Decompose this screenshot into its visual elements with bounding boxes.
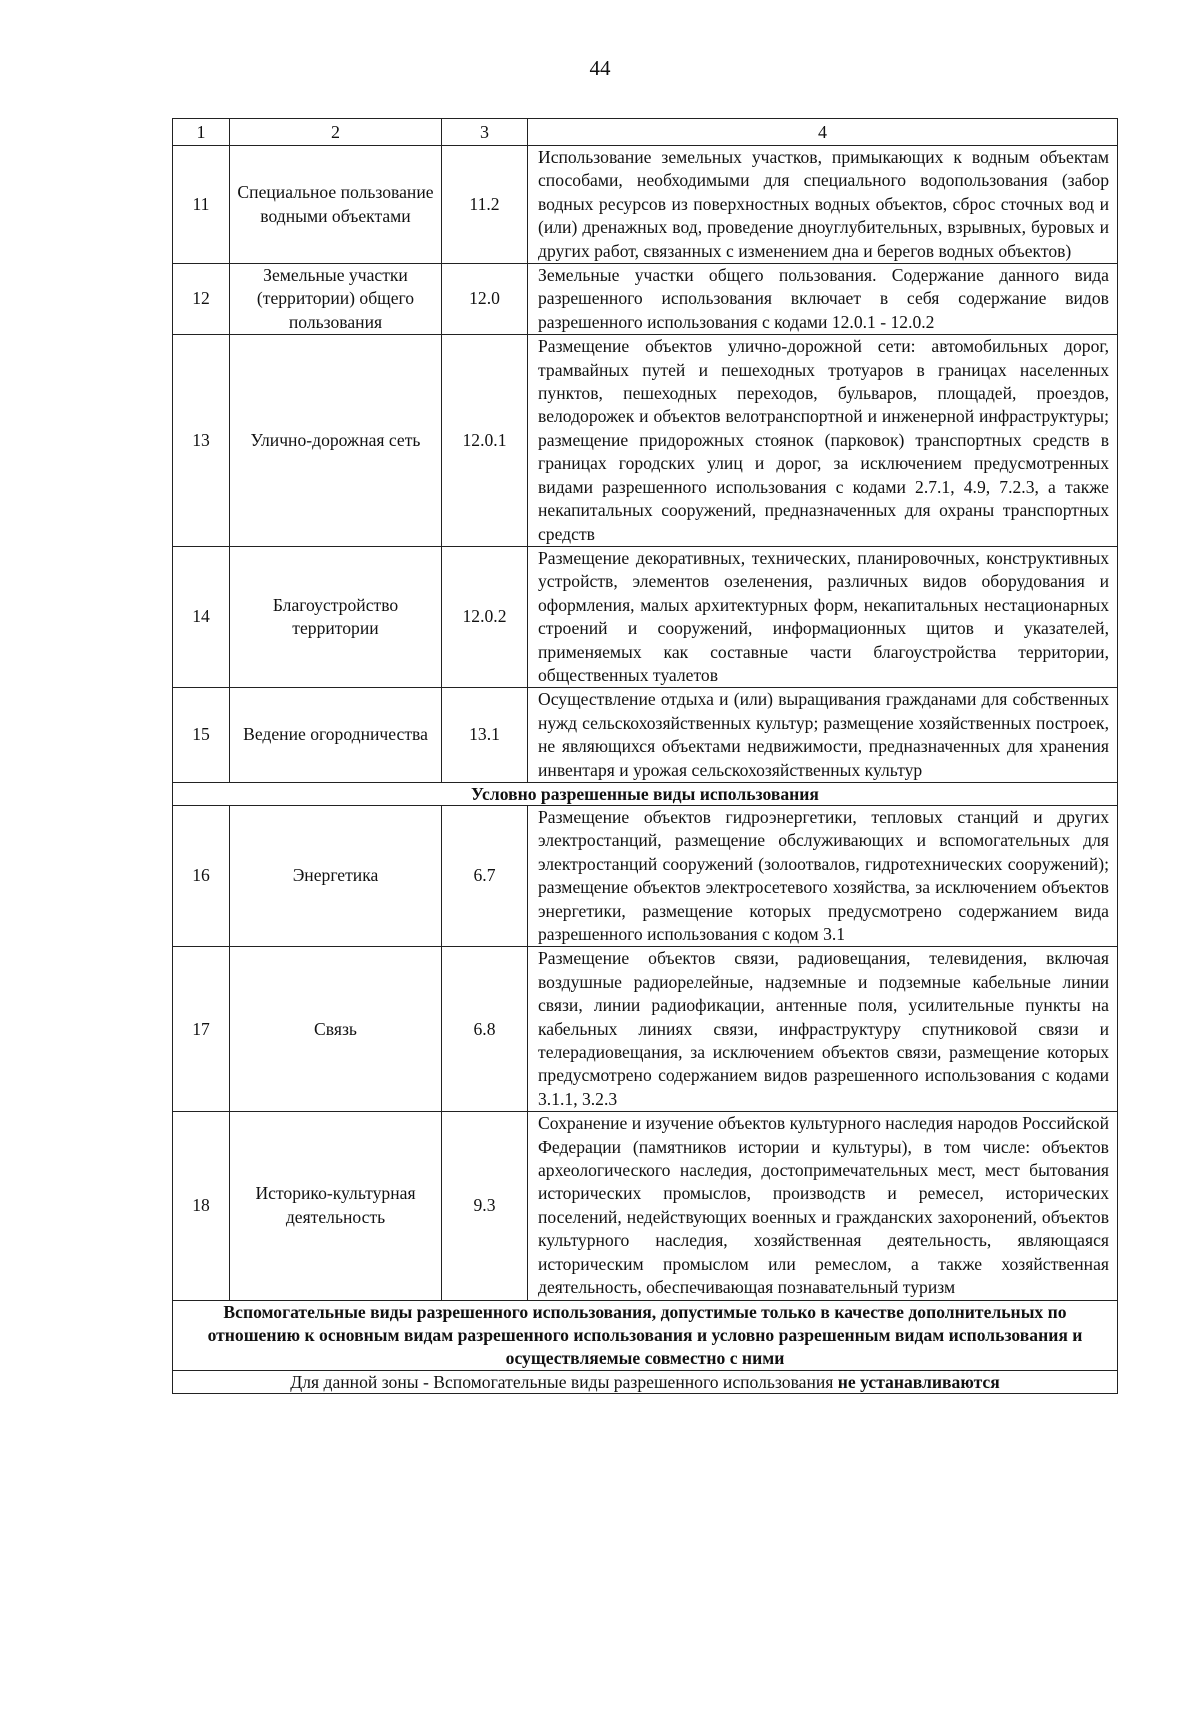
page-number: 44 bbox=[589, 56, 611, 80]
section-heading-row bbox=[173, 1300, 1118, 1370]
use-type-description: Размещение объектов связи, радиовещания, телевидения, включая воздушные радиорелейные, надземные и подземные кабельные линии связи, линии радиофикации, антенные поля, усилительные пункты на кабельных линиях связи, инфраструктуру спутниковой связи и телерадиовещания, за исключением объектов связи, размещение которых предусмотрено содержанием видов разрешенного использования с кодами 3.1.1, 3.2.3 bbox=[528, 947, 1118, 1112]
table-row bbox=[173, 947, 1118, 1112]
use-type-name: Специальное пользование водными объектами bbox=[230, 146, 442, 264]
table-row bbox=[173, 335, 1118, 547]
footnote-text: Для данной зоны - Вспомогательные виды разрешенного использования bbox=[290, 1371, 838, 1392]
use-type-description: Осуществление отдыха и (или) выращивания гражданами для собственных нужд сельскохозяйственных культур; размещение хозяйственных построек, не являющихся объектами недвижимости, предназначенных для хранения инвентаря и урожая сельскохозяйственных культур bbox=[528, 688, 1118, 783]
table-row bbox=[173, 546, 1118, 687]
use-type-code: 12.0.2 bbox=[442, 546, 528, 687]
row-number: 16 bbox=[173, 805, 230, 946]
use-type-description: Земельные участки общего пользования. Содержание данного вида разрешенного использования включает в себя содержание видов разрешенного использования с кодами 12.0.1 - 12.0.2 bbox=[528, 264, 1118, 335]
use-type-description: Размещение декоративных, технических, планировочных, конструктивных устройств, элементов озеленения, различных видов оборудования и оформления, малых архитектурных форм, некапитальных нестационарных строений и сооружений, информационных щитов и указателей, применяемых как составные части благоустройства территории, общественных туалетов bbox=[528, 546, 1118, 687]
use-type-description: Размещение объектов гидроэнергетики, тепловых станций и других электростанций, размещение обслуживающих и вспомогательных для электростанций сооружений (золоотвалов, гидротехнических сооружений); размещение объектов электросетевого хозяйства, за исключением объектов энергетики, размещение которых предусмотрено содержанием вида разрешенного использования с кодом 3.1 bbox=[528, 805, 1118, 946]
row-number: 14 bbox=[173, 546, 230, 687]
use-type-code: 6.7 bbox=[442, 805, 528, 946]
column-header: 4 bbox=[528, 119, 1118, 146]
footnote-cell bbox=[173, 1370, 1118, 1393]
row-number: 18 bbox=[173, 1112, 230, 1300]
column-header: 1 bbox=[173, 119, 230, 146]
footnote-row bbox=[173, 1370, 1118, 1393]
use-type-name: Благоустройство территории bbox=[230, 546, 442, 687]
row-number: 11 bbox=[173, 146, 230, 264]
use-type-description: Сохранение и изучение объектов культурного наследия народов Российской Федерации (памятников истории и культуры), в том числе: объектов археологического наследия, достопримечательных мест, мест бытования исторических промыслов, производств и ремесел, исторических поселений, недействующих военных и гражданских захоронений, объектов культурного наследия, хозяйственная деятельность, являющаяся историческим промыслом или ремеслом, а также хозяйственная деятельность, обеспечивающая познавательный туризм bbox=[528, 1112, 1118, 1300]
use-type-name: Улично-дорожная сеть bbox=[230, 335, 442, 547]
use-type-name: Энергетика bbox=[230, 805, 442, 946]
row-number: 12 bbox=[173, 264, 230, 335]
table-row bbox=[173, 146, 1118, 264]
use-type-name: Историко-культурная деятельность bbox=[230, 1112, 442, 1300]
use-type-name: Ведение огородничества bbox=[230, 688, 442, 783]
table-row bbox=[173, 688, 1118, 783]
use-type-code: 9.3 bbox=[442, 1112, 528, 1300]
table-row bbox=[173, 264, 1118, 335]
section-heading-conditional: Условно разрешенные виды использования bbox=[173, 782, 1118, 805]
use-type-name: Связь bbox=[230, 947, 442, 1112]
section-heading-row bbox=[173, 782, 1118, 805]
table-header-row bbox=[173, 119, 1118, 146]
use-type-code: 12.0.1 bbox=[442, 335, 528, 547]
column-header: 3 bbox=[442, 119, 528, 146]
row-number: 17 bbox=[173, 947, 230, 1112]
use-type-description: Использование земельных участков, примыкающих к водным объектам способами, необходимыми для специального водопользования (забор водных ресурсов из поверхностных водных объектов, сброс сточных вод и (или) дренажных вод, проведение дноуглубительных, взрывных, буровых и других работ, связанных с изменением дна и берегов водных объектов) bbox=[528, 146, 1118, 264]
row-number: 13 bbox=[173, 335, 230, 547]
table-row bbox=[173, 805, 1118, 946]
section-heading-auxiliary: Вспомогательные виды разрешенного использования, допустимые только в качестве дополнительных по отношению к основным видам разрешенного использования и условно разрешенным видам использования и осуществляемые совместно с ними bbox=[173, 1300, 1118, 1370]
footnote-emphasis: не устанавливаются bbox=[837, 1371, 1000, 1392]
use-type-code: 12.0 bbox=[442, 264, 528, 335]
use-type-code: 11.2 bbox=[442, 146, 528, 264]
row-number: 15 bbox=[173, 688, 230, 783]
use-type-code: 13.1 bbox=[442, 688, 528, 783]
table-row bbox=[173, 1112, 1118, 1300]
use-type-code: 6.8 bbox=[442, 947, 528, 1112]
use-type-name: Земельные участки (территории) общего пользования bbox=[230, 264, 442, 335]
use-type-description: Размещение объектов улично-дорожной сети: автомобильных дорог, трамвайных путей и пешеходных тротуаров в границах населенных пунктов, пешеходных переходов, бульваров, площадей, проездов, велодорожек и объектов велотранспортной и инженерной инфраструктуры; размещение придорожных стоянок (парковок) транспортных средств в границах городских улиц и дорог, за исключением предусмотренных видами разрешенного использования с кодами 2.7.1, 4.9, 7.2.3, а также некапитальных сооружений, предназначенных для охраны транспортных средств bbox=[528, 335, 1118, 547]
land-use-table bbox=[172, 118, 1118, 1394]
column-header: 2 bbox=[230, 119, 442, 146]
